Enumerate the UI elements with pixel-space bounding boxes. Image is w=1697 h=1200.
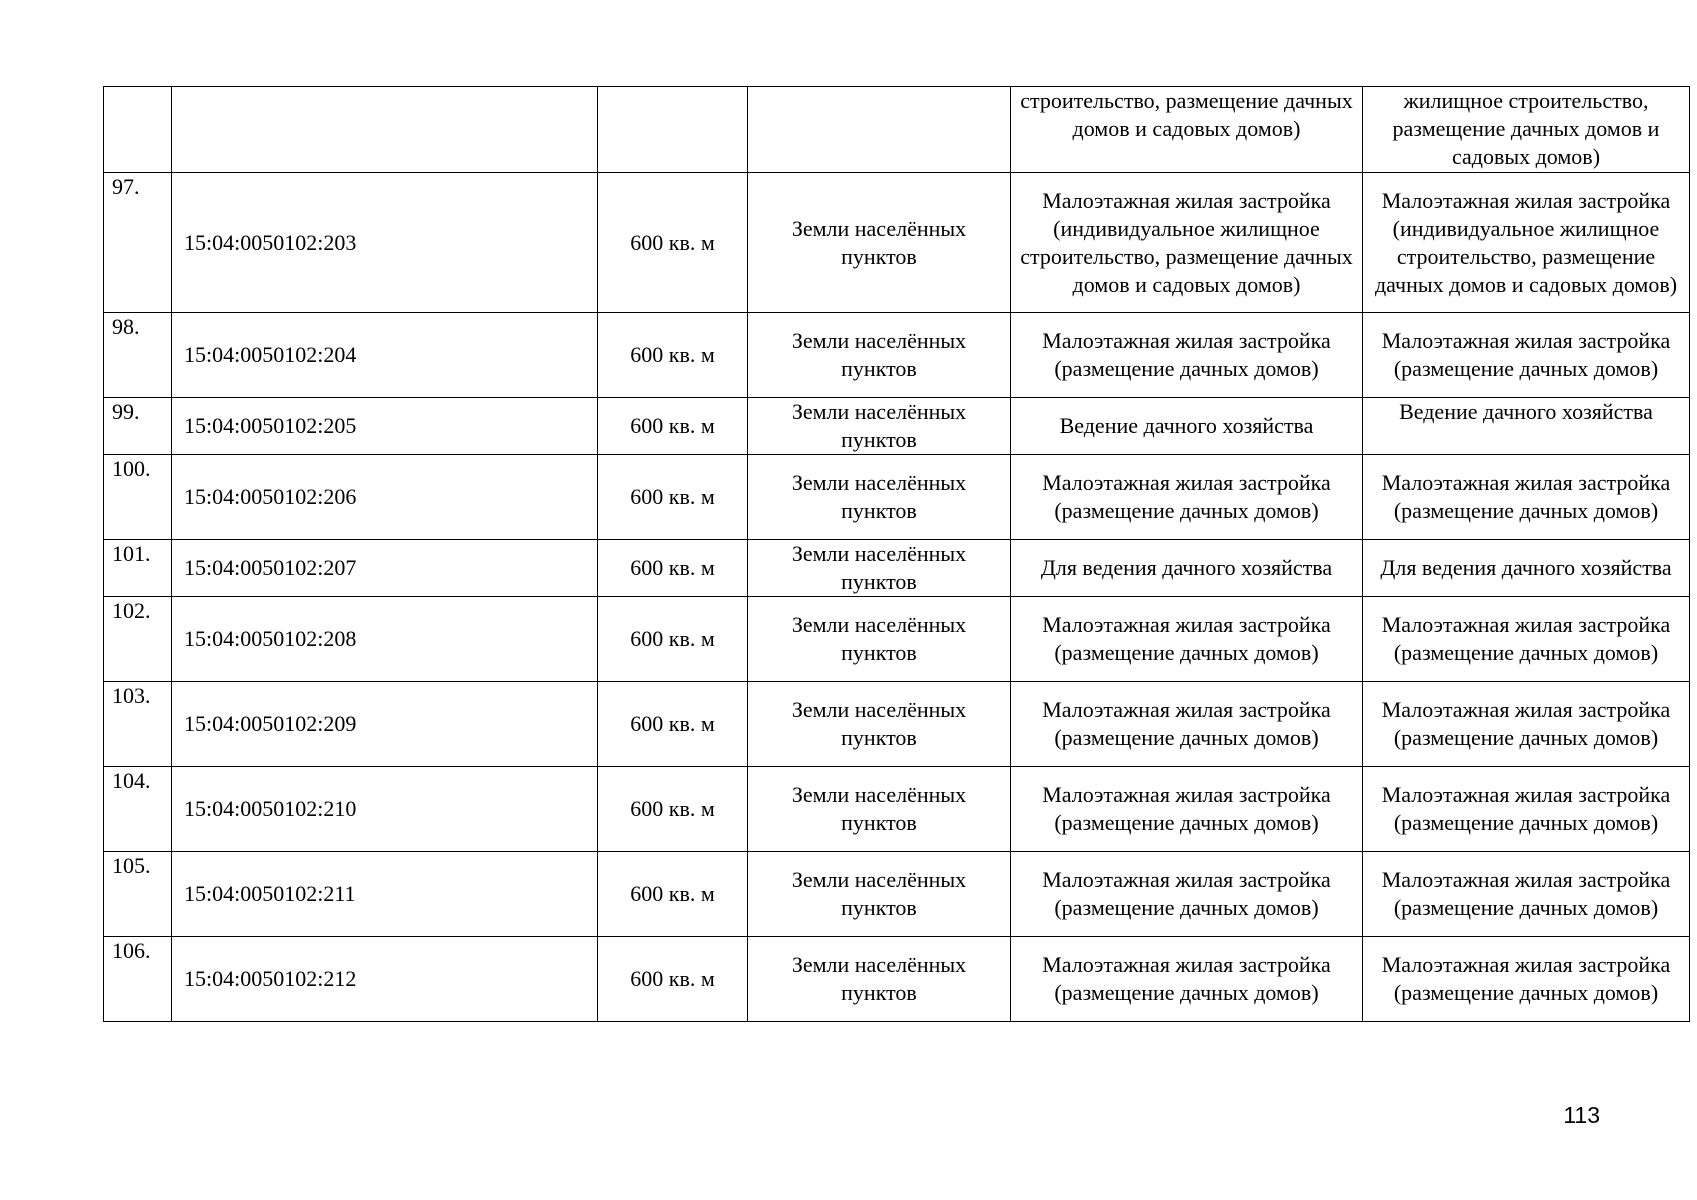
permitted-use-cell-alt: Для ведения дачного хозяйства (1363, 540, 1690, 597)
table-row (104, 937, 1690, 1022)
table-row (104, 313, 1690, 398)
area-cell: 600 кв. м (598, 937, 748, 1022)
cadastral-number-cell: 15:04:0050102:204 (172, 313, 598, 398)
area-cell: 600 кв. м (598, 540, 748, 597)
area-cell: 600 кв. м (598, 455, 748, 540)
land-category-cell: Земли населённых пунктов (748, 597, 1011, 682)
row-number-cell: 100. (104, 455, 172, 540)
permitted-use-cell: Малоэтажная жилая застройка (размещение дачных домов) (1011, 767, 1363, 852)
permitted-use-cell-alt: Малоэтажная жилая застройка (индивидуальное жилищное строительство, размещение дачных домов и садовых домов) (1363, 173, 1690, 313)
table-row (104, 767, 1690, 852)
area-cell: 600 кв. м (598, 767, 748, 852)
land-plots-table (103, 86, 1690, 1022)
permitted-use-cell-alt: Малоэтажная жилая застройка (размещение дачных домов) (1363, 455, 1690, 540)
cadastral-number-cell: 15:04:0050102:211 (172, 852, 598, 937)
table-row (104, 173, 1690, 313)
permitted-use-cell-alt: Малоэтажная жилая застройка (размещение дачных домов) (1363, 852, 1690, 937)
row-number-cell: 97. (104, 173, 172, 313)
land-category-cell: Земли населённых пунктов (748, 682, 1011, 767)
permitted-use-cell: Ведение дачного хозяйства (1011, 398, 1363, 455)
land-category-cell: Земли населённых пунктов (748, 767, 1011, 852)
area-cell: 600 кв. м (598, 852, 748, 937)
permitted-use-cell-alt: Малоэтажная жилая застройка (размещение дачных домов) (1363, 313, 1690, 398)
permitted-use-cell: Малоэтажная жилая застройка (размещение дачных домов) (1011, 597, 1363, 682)
cadastral-number-cell: 15:04:0050102:210 (172, 767, 598, 852)
land-category-cell: Земли населённых пунктов (748, 455, 1011, 540)
table-row (104, 682, 1690, 767)
row-number-cell: 99. (104, 398, 172, 455)
permitted-use-cell: Малоэтажная жилая застройка (размещение дачных домов) (1011, 852, 1363, 937)
permitted-use-cell: Малоэтажная жилая застройка (размещение дачных домов) (1011, 937, 1363, 1022)
area-cell (598, 87, 748, 173)
table-row (104, 597, 1690, 682)
land-category-cell: Земли населённых пунктов (748, 313, 1011, 398)
cadastral-number-cell: 15:04:0050102:208 (172, 597, 598, 682)
permitted-use-cell: Для ведения дачного хозяйства (1011, 540, 1363, 597)
row-number-cell: 106. (104, 937, 172, 1022)
row-number-cell: 98. (104, 313, 172, 398)
permitted-use-cell: Малоэтажная жилая застройка (размещение дачных домов) (1011, 313, 1363, 398)
cadastral-number-cell: 15:04:0050102:209 (172, 682, 598, 767)
page-number: 113 (1563, 1102, 1600, 1128)
row-number-cell (104, 87, 172, 173)
permitted-use-cell: Малоэтажная жилая застройка (индивидуальное жилищное строительство, размещение дачных домов и садовых домов) (1011, 173, 1363, 313)
land-category-cell (748, 87, 1011, 173)
row-number-cell: 102. (104, 597, 172, 682)
table-row-continuation (104, 87, 1690, 173)
row-number-cell: 104. (104, 767, 172, 852)
table-row (104, 398, 1690, 455)
area-cell: 600 кв. м (598, 682, 748, 767)
land-category-cell: Земли населённых пунктов (748, 173, 1011, 313)
table-row (104, 455, 1690, 540)
permitted-use-cell-alt: Ведение дачного хозяйства (1363, 398, 1690, 455)
permitted-use-cell: Малоэтажная жилая застройка (размещение дачных домов) (1011, 455, 1363, 540)
row-number-cell: 101. (104, 540, 172, 597)
cadastral-number-cell: 15:04:0050102:205 (172, 398, 598, 455)
permitted-use-cell: строительство, размещение дачных домов и садовых домов) (1011, 87, 1363, 173)
table-row (104, 540, 1690, 597)
area-cell: 600 кв. м (598, 597, 748, 682)
table-row (104, 852, 1690, 937)
permitted-use-cell-alt: Малоэтажная жилая застройка (размещение дачных домов) (1363, 767, 1690, 852)
cadastral-number-cell: 15:04:0050102:207 (172, 540, 598, 597)
cadastral-number-cell: 15:04:0050102:203 (172, 173, 598, 313)
row-number-cell: 105. (104, 852, 172, 937)
land-category-cell: Земли населённых пунктов (748, 540, 1011, 597)
area-cell: 600 кв. м (598, 398, 748, 455)
land-category-cell: Земли населённых пунктов (748, 398, 1011, 455)
cadastral-number-cell: 15:04:0050102:206 (172, 455, 598, 540)
cadastral-number-cell (172, 87, 598, 173)
permitted-use-cell-alt: Малоэтажная жилая застройка (размещение дачных домов) (1363, 597, 1690, 682)
permitted-use-cell-alt: жилищное строительство, размещение дачных домов и садовых домов) (1363, 87, 1690, 173)
area-cell: 600 кв. м (598, 313, 748, 398)
row-number-cell: 103. (104, 682, 172, 767)
permitted-use-cell-alt: Малоэтажная жилая застройка (размещение дачных домов) (1363, 682, 1690, 767)
land-category-cell: Земли населённых пунктов (748, 852, 1011, 937)
permitted-use-cell-alt: Малоэтажная жилая застройка (размещение дачных домов) (1363, 937, 1690, 1022)
land-category-cell: Земли населённых пунктов (748, 937, 1011, 1022)
permitted-use-cell: Малоэтажная жилая застройка (размещение дачных домов) (1011, 682, 1363, 767)
cadastral-number-cell: 15:04:0050102:212 (172, 937, 598, 1022)
area-cell: 600 кв. м (598, 173, 748, 313)
